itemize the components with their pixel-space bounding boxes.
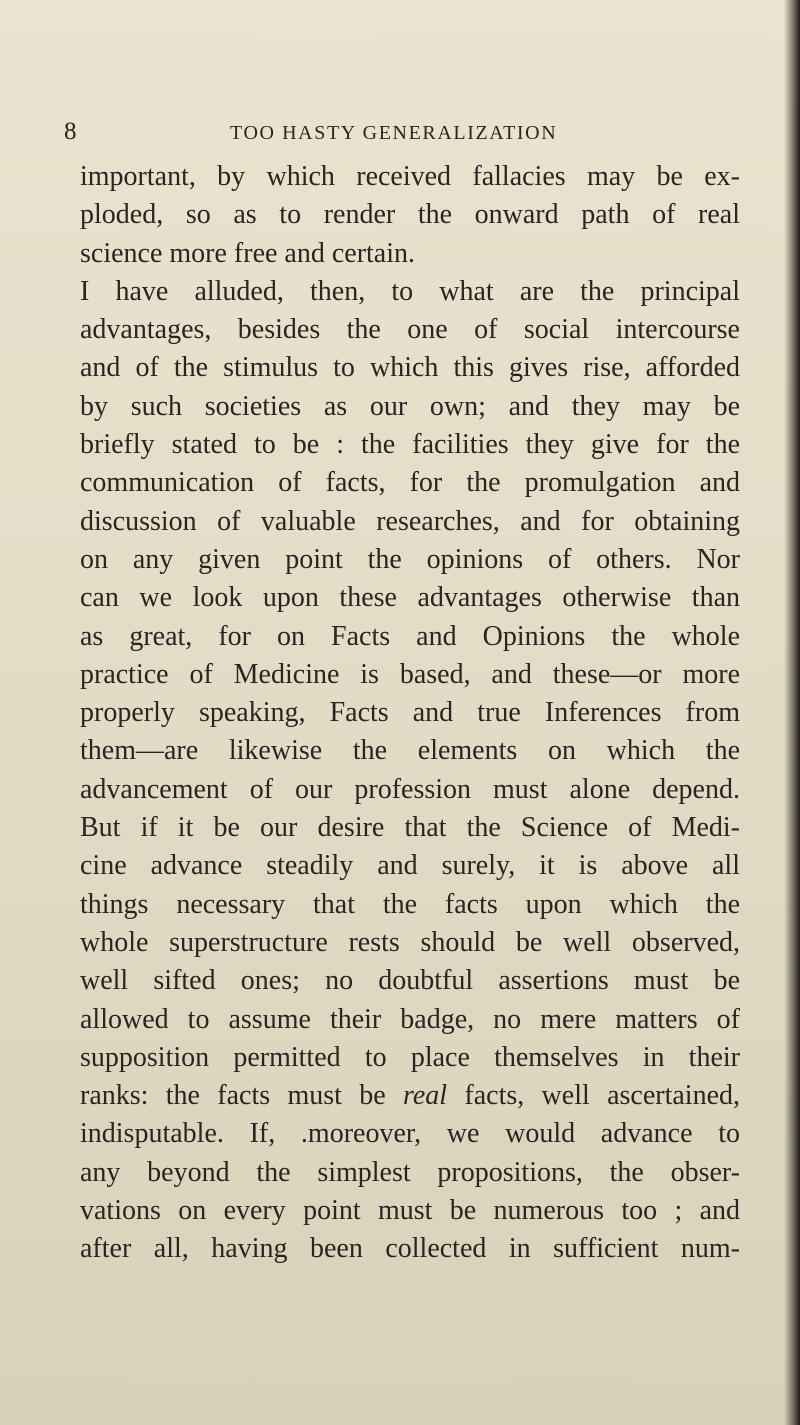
text-line: vations on every point must be numerous too ; and <box>80 1195 740 1227</box>
text-line: properly speaking, Facts and true Inferences from <box>80 697 740 729</box>
page-number: 8 <box>64 118 77 145</box>
text-line: as great, for on Facts and Opinions the whole <box>80 620 740 652</box>
italic-word: real <box>402 1080 448 1112</box>
text-line: well sifted ones; no doubtful assertions must be <box>80 965 740 997</box>
text-line: them—are likewise the elements on which the <box>80 735 740 767</box>
running-head <box>64 118 764 148</box>
text-line: whole superstructure rests should be well observed, <box>80 926 740 958</box>
text-line: and of the stimulus to which this gives rise, afforded <box>80 352 740 384</box>
text-line: by such societies as our own; and they may be <box>80 390 740 422</box>
running-head-title: TOO HASTY GENERALIZATION <box>230 122 558 144</box>
text-line: practice of Medicine is based, and these—or more <box>80 658 740 690</box>
text-line: indisputable. If, .moreover, we would advance to <box>80 1118 740 1150</box>
text-line: supposition permitted to place themselves in their <box>80 1041 740 1073</box>
page-edge-shadow <box>784 0 800 1425</box>
text-line: I have alluded, then, to what are the principal <box>80 275 740 307</box>
text-line: briefly stated to be : the facilities they give for the <box>80 429 740 461</box>
text-line: advancement of our profession must alone depend. <box>80 773 740 805</box>
text-fragment: ranks: the facts must be <box>80 1080 403 1112</box>
text-line: But if it be our desire that the Science of Medi- <box>80 812 740 844</box>
text-line: can we look upon these advantages otherwise than <box>80 582 740 614</box>
text-line: things necessary that the facts upon which the <box>80 888 740 920</box>
text-line: allowed to assume their badge, no mere matters of <box>80 1003 740 1035</box>
text-line: on any given point the opinions of others. Nor <box>80 543 740 575</box>
text-line-with-italic <box>80 1077 740 1115</box>
text-line: discussion of valuable researches, and for obtaining <box>80 505 740 537</box>
text-line: advantages, besides the one of social intercourse <box>80 314 740 346</box>
text-line: ploded, so as to render the onward path of real <box>80 199 740 231</box>
text-line: communication of facts, for the promulgation and <box>80 467 740 499</box>
text-fragment: facts, well ascertained, <box>447 1080 741 1112</box>
text-line: any beyond the simplest propositions, the obser- <box>80 1156 740 1188</box>
body-text <box>80 158 740 1269</box>
text-line: science more free and certain. <box>80 237 416 269</box>
text-line: cine advance steadily and surely, it is above all <box>80 850 740 882</box>
text-line: after all, having been collected in sufficient num- <box>80 1233 740 1265</box>
text-line: important, by which received fallacies may be ex- <box>80 161 740 192</box>
